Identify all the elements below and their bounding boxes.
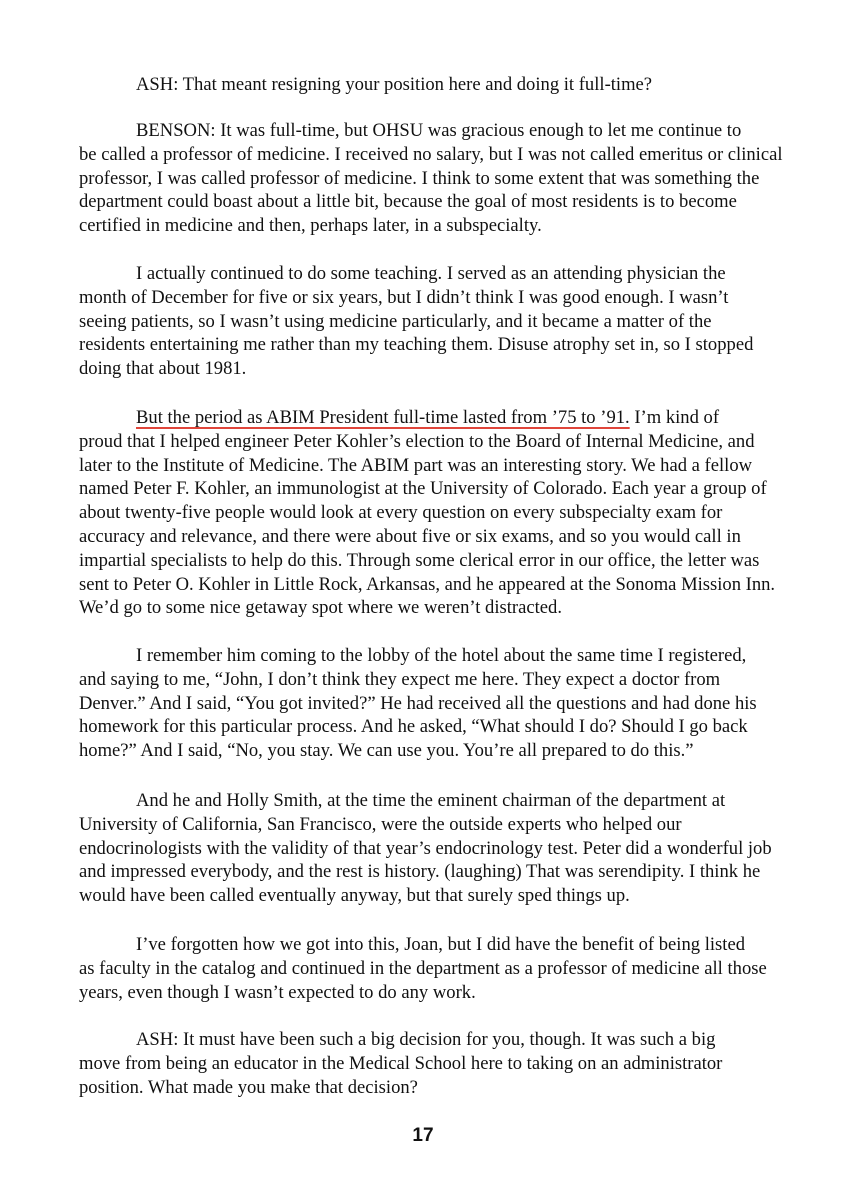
text-line: homework for this particular process. And he asked, “What should I do? Should I go back — [79, 716, 748, 738]
text-line: proud that I helped engineer Peter Kohler’s election to the Board of Internal Medicine, and — [79, 430, 755, 452]
text-line: doing that about 1981. — [79, 358, 247, 380]
text-line: impartial specialists to help do this. Through some clerical error in our office, the letter was — [79, 549, 760, 571]
text-line: And he and Holly Smith, at the time the eminent chairman of the department at — [136, 790, 726, 811]
text-line: I’ve forgotten how we got into this, Joan, but I did have the benefit of being listed — [136, 934, 745, 955]
text-line: Denver.” And I said, “You got invited?” He had received all the questions and had done his — [79, 692, 757, 714]
highlighted-sentence: But the period as ABIM President full-time lasted from ’75 to ’91. — [136, 407, 630, 428]
text-line: move from being an educator in the Medical School here to taking on an administrator — [79, 1052, 723, 1074]
text-line: sent to Peter O. Kohler in Little Rock, Arkansas, and he appeared at the Sonoma Mission Inn. — [79, 573, 776, 595]
paragraph-benson-answer-1 — [79, 119, 799, 238]
text-line: years, even though I wasn’t expected to do any work. — [79, 981, 476, 1003]
text-line: BENSON: It was full-time, but OHSU was gracious enough to let me continue to — [136, 120, 742, 141]
text-line: We’d go to some nice getaway spot where we weren’t distracted. — [79, 597, 562, 619]
text-line: home?” And I said, “No, you stay. We can use you. You’re all prepared to do this.” — [79, 740, 694, 762]
text-line: be called a professor of medicine. I received no salary, but I was not called emeritus or clinical — [79, 143, 783, 165]
text-line: would have been called eventually anyway, but that surely sped things up. — [79, 885, 630, 907]
text-line: and saying to me, “John, I don’t think they expect me here. They expect a doctor from — [79, 668, 721, 690]
paragraph-faculty-listing — [79, 933, 799, 1004]
paragraph-ash-question-2 — [79, 1028, 799, 1099]
text-line: certified in medicine and then, perhaps later, in a subspecialty. — [79, 215, 542, 237]
page-number: 17 — [412, 1125, 434, 1146]
text-fragment: I’m kind of — [629, 407, 720, 428]
text-line: department could boast about a little bit, because the goal of most residents is to become — [79, 191, 737, 213]
text-line: ASH: It must have been such a big decision for you, though. It was such a big — [136, 1029, 716, 1050]
text-line: position. What made you make that decision? — [79, 1076, 418, 1098]
paragraph-abim-president — [79, 406, 799, 620]
text-line: later to the Institute of Medicine. The ABIM part was an interesting story. We had a fellow — [79, 454, 753, 476]
text-line: about twenty-five people would look at every question on every subspecialty exam for — [79, 502, 723, 524]
paragraph-ash-question-1 — [79, 73, 799, 97]
text-line: endocrinologists with the validity of that year’s endocrinology test. Peter did a wonderful job — [79, 837, 772, 859]
paragraph-teaching — [79, 262, 799, 381]
text-line: I actually continued to do some teaching. I served as an attending physician the — [136, 263, 726, 284]
text-line: seeing patients, so I wasn’t using medicine particularly, and it became a matter of the — [79, 310, 712, 332]
text-line: and impressed everybody, and the rest is history. (laughing) That was serendipity. I think he — [79, 861, 761, 883]
text-line: month of December for five or six years, but I didn’t think I was good enough. I wasn’t — [79, 286, 729, 308]
text-line: University of California, San Francisco, were the outside experts who helped our — [79, 813, 682, 835]
text-line: professor, I was called professor of medicine. I think to some extent that was something the — [79, 167, 760, 189]
text-line: accuracy and relevance, and there were about five or six exams, and so you would call in — [79, 525, 741, 547]
paragraph-lobby-story — [79, 644, 799, 763]
text-line: residents entertaining me rather than my teaching them. Disuse atrophy set in, so I stopped — [79, 334, 754, 356]
text-line: named Peter F. Kohler, an immunologist at the University of Colorado. Each year a group of — [79, 478, 767, 500]
text-line: I remember him coming to the lobby of the hotel about the same time I registered, — [136, 645, 747, 666]
text-line: as faculty in the catalog and continued in the department as a professor of medicine all those — [79, 957, 767, 979]
text-line: ASH: That meant resigning your position here and doing it full-time? — [136, 74, 653, 95]
paragraph-holly-smith — [79, 789, 799, 908]
text-line — [79, 406, 799, 430]
